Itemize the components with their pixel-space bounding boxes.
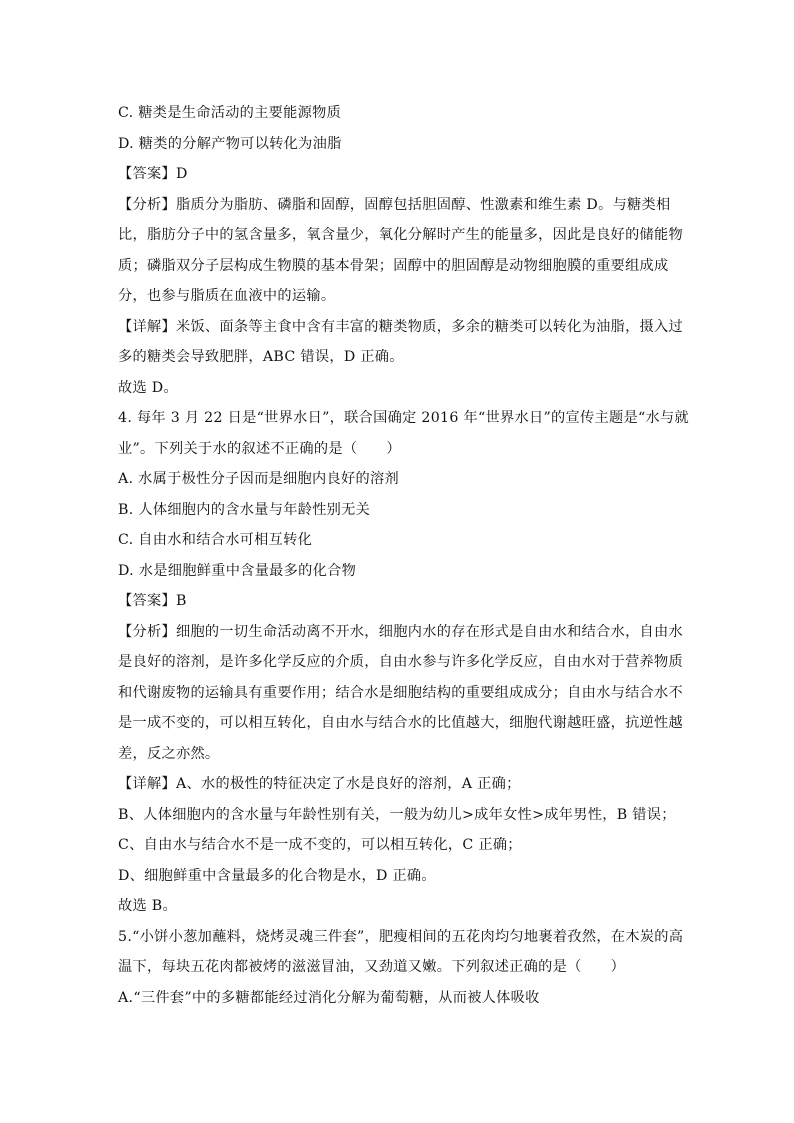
- choice-line: 故选 B。: [118, 898, 177, 914]
- choice-line: 故选 D。: [118, 379, 178, 396]
- option-c-text: C. 自由水和结合水可相互转化: [118, 532, 313, 548]
- document-body: [118, 98, 689, 1013]
- answer-line: 【答案】B: [118, 593, 187, 609]
- question-5-stem: 温下，每块五花肉都被烤的滋滋冒油，又劲道又嫩。下列叙述正确的是（ ）: [118, 959, 626, 975]
- option-b-text: B. 人体细胞内的含水量与年龄性别无关: [118, 501, 371, 518]
- explanation-line: 【详解】米饭、面条等主食中含有丰富的糖类物质，多余的糖类可以转化为油脂，摄入过: [118, 318, 684, 335]
- analysis-line: 是良好的溶剂，是许多化学反应的介质，自由水参与许多化学反应，自由水对于营养物质: [118, 654, 684, 670]
- answer-line: 【答案】D: [118, 166, 188, 182]
- analysis-line: 比，脂肪分子中的氢含量多，氧含量少，氧化分解时产生的能量多，因此是良好的储能物: [118, 227, 684, 243]
- explanation-line: B、人体细胞内的含水量与年龄性别有关，一般为幼儿>成年女性>成年男性，B 错误；: [118, 806, 676, 823]
- explanation-line: 【详解】A、水的极性的特征决定了水是良好的溶剂，A 正确；: [118, 776, 521, 792]
- question-4-stem: 4. 每年 3 月 22 日是“世界水日”，联合国确定 2016 年“世界水日”的宣传主题是“水与就: [118, 410, 689, 426]
- option-a-text: A. 水属于极性分子因而是细胞内良好的溶剂: [118, 471, 399, 487]
- question-5-stem: 5.“小饼小葱加蘸料，烧烤灵魂三件套”，肥瘦相间的五花肉均匀地裹着孜然，在木炭的高: [118, 928, 684, 945]
- option-a-text: A.“三件套”中的多糖都能经过消化分解为葡萄糖，从而被人体吸收: [118, 989, 540, 1006]
- question-4-stem: 业”。下列关于水的叙述不正确的是（ ）: [118, 440, 401, 457]
- explanation-line: C、自由水与结合水不是一成不变的，可以相互转化，C 正确；: [118, 837, 522, 853]
- analysis-line: 质；磷脂双分子层构成生物膜的基本骨架；固醇中的胆固醇是动物细胞膜的重要组成成: [118, 257, 669, 274]
- analysis-line: 差，反之亦然。: [118, 745, 220, 762]
- analysis-line: 【分析】脂质分为脂肪、磷脂和固醇，固醇包括胆固醇、性激素和维生素 D。与糖类相: [118, 196, 671, 213]
- option-c-text: C. 糖类是生命活动的主要能源物质: [118, 105, 342, 121]
- analysis-line: 【分析】细胞的一切生命活动离不开水，细胞内水的存在形式是自由水和结合水，自由水: [118, 623, 684, 640]
- option-d-text: D. 糖类的分解产物可以转化为油脂: [118, 135, 342, 152]
- explanation-line: 多的糖类会导致肥胖，ABC 错误，D 正确。: [118, 349, 404, 365]
- analysis-line: 和代谢废物的运输具有重要作用；结合水是细胞结构的重要组成成分；自由水与结合水不: [118, 684, 684, 701]
- analysis-line: 是一成不变的，可以相互转化，自由水与结合水的比值越大，细胞代谢越旺盛，抗逆性越: [118, 715, 684, 731]
- option-d-text: D. 水是细胞鲜重中含量最多的化合物: [118, 562, 357, 579]
- explanation-line: D、细胞鲜重中含量最多的化合物是水，D 正确。: [118, 867, 436, 884]
- analysis-line: 分，也参与脂质在血液中的运输。: [118, 288, 336, 304]
